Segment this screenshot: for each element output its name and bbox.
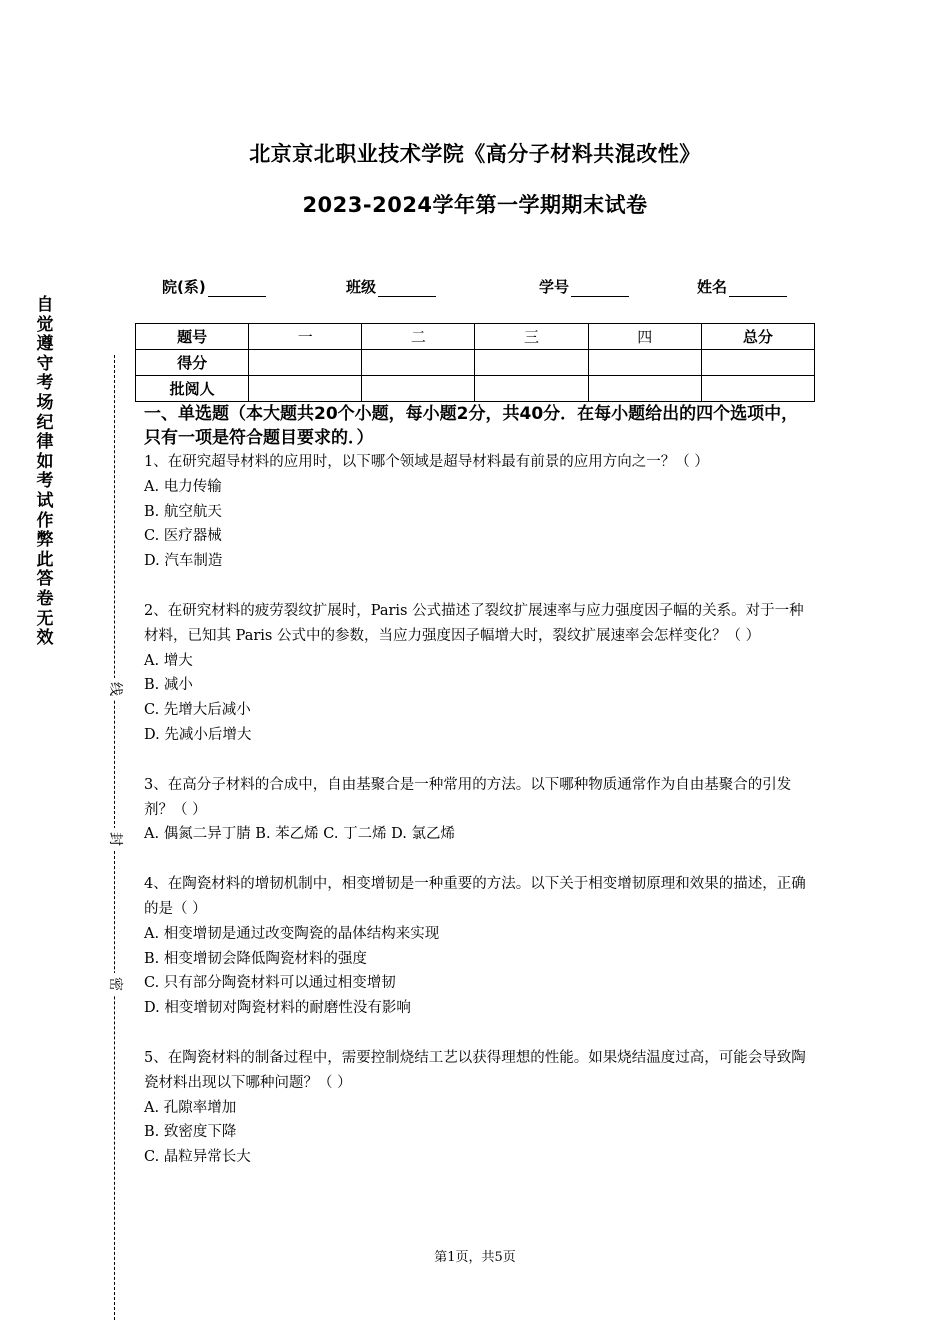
score-table-cell: 批阅人 (136, 376, 249, 402)
notice-char: 遵 (36, 334, 54, 355)
notice-char: 纪 (36, 412, 54, 433)
notice-char: 此 (36, 549, 54, 570)
notice-char: 自 (36, 295, 54, 315)
notice-char: 弊 (36, 530, 54, 551)
score-table-cell[interactable] (588, 376, 701, 402)
answer-option[interactable]: C. 医疗器械 (144, 528, 222, 545)
name-field[interactable] (697, 276, 787, 297)
exam-title-line2: 2023-2024学年第一学期期末试卷 (302, 193, 648, 217)
notice-char: 考 (36, 373, 54, 394)
answer-option[interactable]: A. 孔隙率增加 (144, 1099, 237, 1116)
question (144, 599, 814, 748)
answer-option[interactable]: D. 先减小后增大 (144, 726, 252, 743)
answer-option[interactable]: B. 相变增韧会降低陶瓷材料的强度 (144, 950, 367, 967)
notice-char: 守 (36, 353, 54, 374)
score-table-cell[interactable] (249, 376, 362, 402)
answer-option[interactable]: B. 减小 (144, 677, 193, 694)
answer-option[interactable]: A. 增大 (144, 652, 193, 669)
score-table-cell: 得分 (136, 350, 249, 376)
notice-char: 律 (36, 432, 54, 453)
question (144, 450, 814, 574)
exam-title-line1: 北京京北职业技术学院《高分子材料共混改性》 (249, 142, 701, 166)
cut-label-line: 线 (105, 678, 125, 700)
score-table-cell: 四 (588, 324, 701, 350)
answer-option[interactable]: A. 相变增韧是通过改变陶瓷的晶体结构来实现 (144, 925, 440, 942)
notice-char: 如 (36, 451, 54, 472)
department-field[interactable] (162, 276, 266, 297)
name-label: 姓名 (697, 278, 728, 296)
question-stem: 5、在陶瓷材料的制备过程中，需要控制烧结工艺以获得理想的性能。如果烧结温度过高，可能会导致陶瓷材料出现以下哪种问题？（ ） (144, 1049, 806, 1091)
score-table-cell[interactable] (588, 350, 701, 376)
answer-option[interactable]: C. 晶粒异常长大 (144, 1149, 251, 1166)
class-field[interactable] (346, 276, 436, 297)
name-blank[interactable] (729, 280, 787, 297)
answer-option[interactable]: A. 偶氮二异丁腈 B. 苯乙烯 C. 丁二烯 D. 氯乙烯 (144, 826, 456, 843)
question (144, 872, 814, 1021)
notice-char: 无 (36, 608, 54, 629)
answer-option[interactable]: C. 只有部分陶瓷材料可以通过相变增韧 (144, 975, 396, 992)
notice-char: 卷 (36, 588, 54, 609)
notice-char: 觉 (36, 314, 54, 335)
cut-label-secret: 密 (105, 973, 125, 995)
cut-label-seal: 封 (105, 828, 125, 850)
department-blank[interactable] (208, 280, 266, 297)
section-title: 一、单选题（本大题共20个小题，每小题2分，共40分．在每小题给出的四个选项中，只有一项是符合题目要求的．） (144, 404, 799, 448)
score-table-cell: 一 (249, 324, 362, 350)
answer-option[interactable]: B. 航空航天 (144, 503, 222, 520)
notice-char: 试 (36, 490, 54, 511)
question-stem: 1、在研究超导材料的应用时，以下哪个领域是超导材料最有前景的应用方向之一？（ ） (144, 454, 709, 470)
score-table-row (136, 376, 815, 402)
question-stem: 4、在陶瓷材料的增韧机制中，相变增韧是一种重要的方法。以下关于相变增韧原理和效果的描述，正确的是（ ） (144, 876, 806, 917)
notice-char: 考 (36, 471, 54, 492)
student-info-row (0, 276, 950, 300)
score-table-cell[interactable] (362, 350, 475, 376)
class-blank[interactable] (378, 280, 436, 297)
question-stem: 3、在高分子材料的合成中，自由基聚合是一种常用的方法。以下哪种物质通常作为自由基聚合的引发剂？（ ） (144, 776, 792, 818)
notice-char: 场 (36, 392, 54, 413)
score-table-cell: 三 (475, 324, 588, 350)
score-table-cell: 二 (362, 324, 475, 350)
margin-notice (33, 296, 57, 649)
answer-option[interactable]: D. 汽车制造 (144, 553, 223, 570)
score-table-cell: 总分 (701, 324, 814, 350)
answer-option[interactable]: C. 先增大后减小 (144, 702, 251, 719)
answer-option[interactable]: A. 电力传输 (144, 478, 222, 495)
student-id-label: 学号 (539, 278, 570, 296)
notice-char: 答 (36, 569, 54, 590)
score-table (135, 323, 815, 402)
score-table-cell: 题号 (136, 324, 249, 350)
department-label: 院(系) (162, 278, 206, 296)
question-stem: 2、在研究材料的疲劳裂纹扩展时，Paris 公式描述了裂纹扩展速率与应力强度因子幅的关系。对于一种材料，已知其 Paris 公式中的参数，当应力强度因子幅增大时，裂纹扩展速率会怎样变化？（ ） (144, 602, 804, 644)
exam-content (144, 400, 814, 1170)
answer-option[interactable]: D. 相变增韧对陶瓷材料的耐磨性没有影响 (144, 1000, 411, 1017)
score-table-header-row (136, 324, 815, 350)
student-id-field[interactable] (539, 276, 629, 297)
class-label: 班级 (346, 278, 377, 296)
notice-char: 作 (36, 510, 54, 531)
score-table-cell[interactable] (701, 376, 814, 402)
answer-option[interactable]: B. 致密度下降 (144, 1124, 237, 1141)
score-table-cell[interactable] (701, 350, 814, 376)
student-id-blank[interactable] (571, 280, 629, 297)
score-table-cell[interactable] (475, 376, 588, 402)
score-table-row (136, 350, 815, 376)
page-footer: 第1页，共5页 (434, 1250, 516, 1265)
score-table-cell[interactable] (475, 350, 588, 376)
notice-char: 效 (36, 628, 54, 649)
question (144, 773, 814, 847)
score-table-cell[interactable] (362, 376, 475, 402)
score-table-cell[interactable] (249, 350, 362, 376)
question (144, 1046, 814, 1170)
